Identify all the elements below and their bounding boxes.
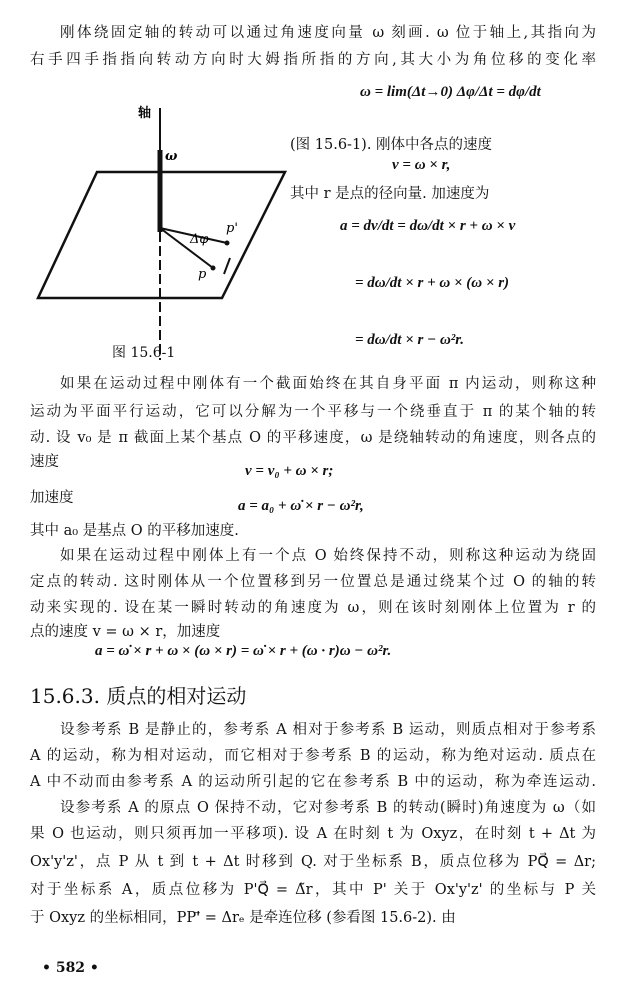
label-acceleration: 加速度 <box>30 490 74 506</box>
para4-line-5: 果 O 也运动，则只须再加一平移项). 设 A 在时刻 t 为 Oxyz，在时刻 t + Δt 为 <box>30 826 596 842</box>
equation-a2: a = a₀ + ω̇ × r − ω²r, <box>238 498 364 514</box>
para3-line-3: 动来实现的. 设在某一瞬时转动的角速度为 ω，则在该时刻刚体上位置为 r 的 <box>30 600 596 616</box>
figure-caption: 图 15.6-1 <box>112 345 176 361</box>
equation-a-2: = dω/dt × r + ω × (ω × r) <box>355 275 510 291</box>
para2-line-4: 速度 <box>30 454 59 470</box>
equation-omega: ω = lim(Δt→0) Δφ/Δt = dφ/dt <box>360 84 541 100</box>
para2-line-1: 如果在运动过程中刚体有一个截面始终在其自身平面 π 内运动，则称这种 <box>60 376 596 392</box>
para4-line-8: 于 Oxyz 的坐标相同，PP'⃗ = Δrₑ 是牵连位移 (参看图 15.6-2). 由 <box>30 910 456 926</box>
para1-line-2: 右手四手指指向转动方向时大姆指所指的方向,其大小为角位移的变化率 <box>30 52 596 68</box>
p-label: p <box>198 267 207 282</box>
equation-a-3: = dω/dt × r − ω²r. <box>355 332 465 348</box>
para1-line-1: 刚体绕固定轴的转动可以通过角速度向量 ω 刻画. ω 位于轴上,其指向为 <box>60 25 596 41</box>
delta-phi-label: Δφ <box>190 232 209 247</box>
section-heading: 15.6.3. 质点的相对运动 <box>30 684 247 708</box>
equation-v: v = ω × r, <box>392 157 451 173</box>
para2-line-2: 运动为平面平行运动，它可以分解为一个平移与一个绕垂直于 π 的某个轴的转 <box>30 404 596 420</box>
equation-v2: v = v₀ + ω × r; <box>245 463 334 479</box>
para2-line-3: 动. 设 v₀ 是 π 截面上某个基点 O 的平移速度，ω 是绕轴转动的角速度，则各点的 <box>30 430 596 446</box>
equation-a3: a = ω̇ × r + ω × (ω × r) = ω̇ × r + (ω · r)ω − ω²r. <box>95 643 392 659</box>
right-text-2: 其中 r 是点的径向量. 加速度为 <box>290 186 490 202</box>
para4-line-7: 对于坐标系 A，质点位移为 P'Q⃗ = Δ̃r，其中 P' 关于 Ox'y'z' 的坐标与 P 关 <box>30 882 596 898</box>
para4-line-3: A 中不动而由参考系 A 的运动所引起的它在参考系 B 中的运动，称为牵连运动. <box>30 774 596 790</box>
para3-line-2: 定点的转动. 这时刚体从一个位置移到另一位置总是通过绕某个过 O 的轴的转 <box>30 574 596 590</box>
p-prime-label: p' <box>226 221 238 236</box>
page-number: • 582 • <box>42 960 99 976</box>
para3-line-4: 点的速度 v = ω × r，加速度 <box>30 624 221 640</box>
omega-label: ω <box>165 149 178 164</box>
axis-label: 轴 <box>138 106 152 121</box>
equation-a-1: a = dv/dt = dω/dt × r + ω × v <box>340 218 516 234</box>
para4-line-1: 设参考系 B 是静止的，参考系 A 相对于参考系 B 运动，则质点相对于参考系 <box>60 722 596 738</box>
para4-line-2: A 的运动，称为相对运动，而它相对于参考系 B 的运动，称为绝对运动. 质点在 <box>30 748 596 764</box>
line-a0: 其中 a₀ 是基点 O 的平移加速度. <box>30 523 239 539</box>
right-text-1: (图 15.6-1). 刚体中各点的速度 <box>290 137 493 153</box>
para4-line-4: 设参考系 A 的原点 O 保持不动，它对参考系 B 的转动(瞬时)角速度为 ω（如 <box>60 800 596 816</box>
para3-line-1: 如果在运动过程中刚体上有一个点 O 始终保持不动，则称这种运动为绕固 <box>60 548 596 564</box>
para4-line-6: Ox'y'z'，点 P 从 t 到 t + Δt 时移到 Q. 对于坐标系 B，质点位移为 PQ⃗ = Δr; <box>30 854 596 870</box>
